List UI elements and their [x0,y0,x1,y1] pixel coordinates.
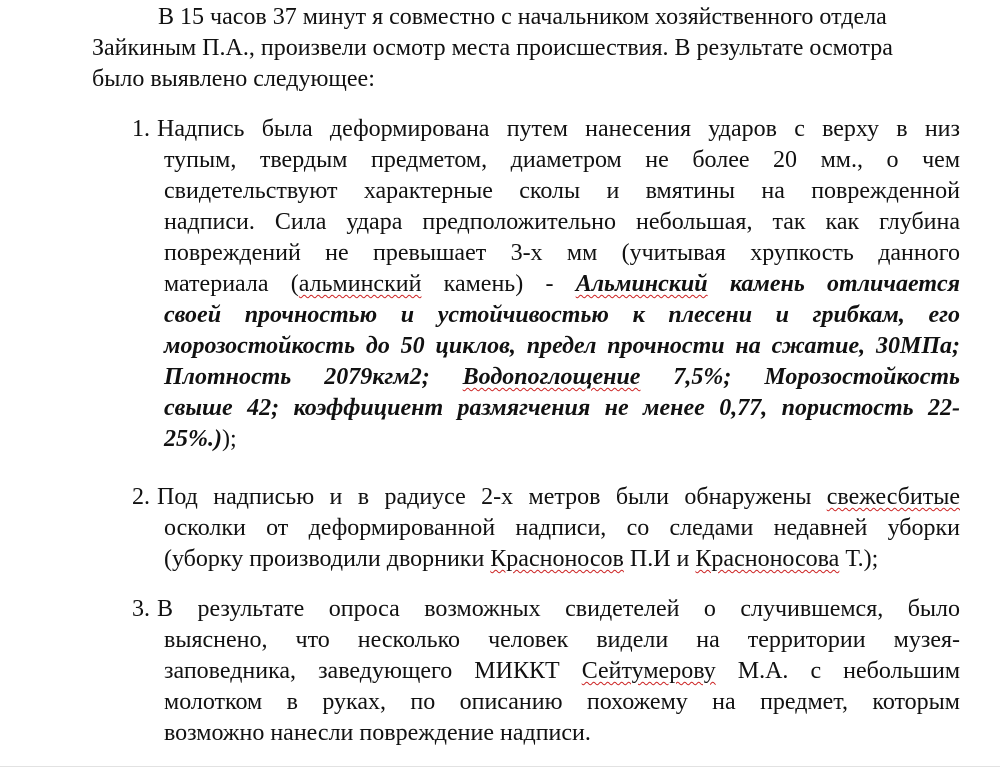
intro-line-1: В 15 часов 37 минут я совместно с начальником хозяйственного отдела [158,4,887,30]
item3-line-3-part-a: заповедника, заведующего МИККТ [164,658,582,684]
spellcheck-word-vodopogloshchenie[interactable]: Водопоглощение [462,364,641,390]
item1-line-6-part-a: материала ( [164,271,299,297]
item2-line-1-part-a: Под надписью и в радиусе 2-х метров были обнаружены [157,484,827,510]
intro-line-2: Зайкиным П.А., произвели осмотр места происшествия. В результате осмотра [92,35,893,61]
item1-line-6-part-c: камень) - [421,271,576,297]
item1-line-11 [164,424,960,455]
list-number-2: 2. [132,484,150,510]
item3-line-5: возможно нанесли повреждение надписи. [164,720,591,746]
list-number-3: 3. [132,596,150,622]
item1-line-8: морозостойкость до 50 циклов, предел прочности на сжатие, 30МПа; [164,333,960,359]
item1-line-3: свидетельствуют характерные сколы и вмятины на поврежденной [164,178,960,204]
item1-line-9-part-c: 7,5%; Морозостойкость [640,364,960,390]
item1-line-9-part-a: Плотность 2079кгм2; [164,364,463,390]
item1-line-6-part-e: камень отличается [707,271,960,297]
list-number-1: 1. [132,116,150,142]
item2-line-1 [157,482,960,513]
spellcheck-word-svezhesbitye[interactable]: свежесбитые [826,484,960,510]
item1-line-1: Надпись была деформирована путем нанесения ударов с верху в низ [157,116,960,142]
item1-line-7: своей прочностью и устойчивостью к плесени и грибкам, его [164,302,960,328]
item3-line-3-part-c: М.А. с небольшим [715,658,961,684]
spellcheck-word-seitumerovu[interactable]: Сейтумерову [581,658,716,684]
item1-line-10: свыше 42; коэффициент размягчения не менее 0,77, пористость 22- [164,395,960,421]
item1-line-2: тупым, твердым предметом, диаметром не более 20 мм., о чем [164,147,960,173]
item3-line-2: выяснено, что несколько человек видели на территории музея- [164,627,960,653]
spellcheck-word-alminsky-italic[interactable]: Альминский [575,271,708,297]
item2-line-3-part-a: (уборку производили дворники [164,546,491,572]
item3-line-3 [164,656,960,687]
item2-line-3 [164,544,960,575]
item1-line-9 [164,362,960,393]
item2-line-3-part-e: Т.); [839,546,879,572]
spellcheck-word-alminsky[interactable]: альминский [298,271,422,297]
spellcheck-word-krasnonosova[interactable]: Красноносова [695,546,840,572]
item1-line-11-part-a: 25%.) [164,426,222,452]
item2-line-3-part-c: П.И и [623,546,696,572]
item2-line-2: осколки от деформированной надписи, со следами недавней уборки [164,515,960,541]
item3-line-1: В результате опроса возможных свидетелей о случившемся, было [157,596,960,622]
item1-line-11-part-b: ); [221,426,237,452]
item1-line-6 [164,269,960,300]
intro-line-3: было выявлено следующее: [92,66,375,92]
spellcheck-word-krasnonosov[interactable]: Красноносов [490,546,624,572]
item1-line-4: надписи. Сила удара предположительно небольшая, так как глубина [164,209,960,235]
item3-line-4: молотком в руках, по описанию похожему на предмет, которым [164,689,960,715]
page-bottom-edge [0,766,1000,767]
item1-line-5: повреждений не превышает 3-х мм (учитывая хрупкость данного [164,240,960,266]
